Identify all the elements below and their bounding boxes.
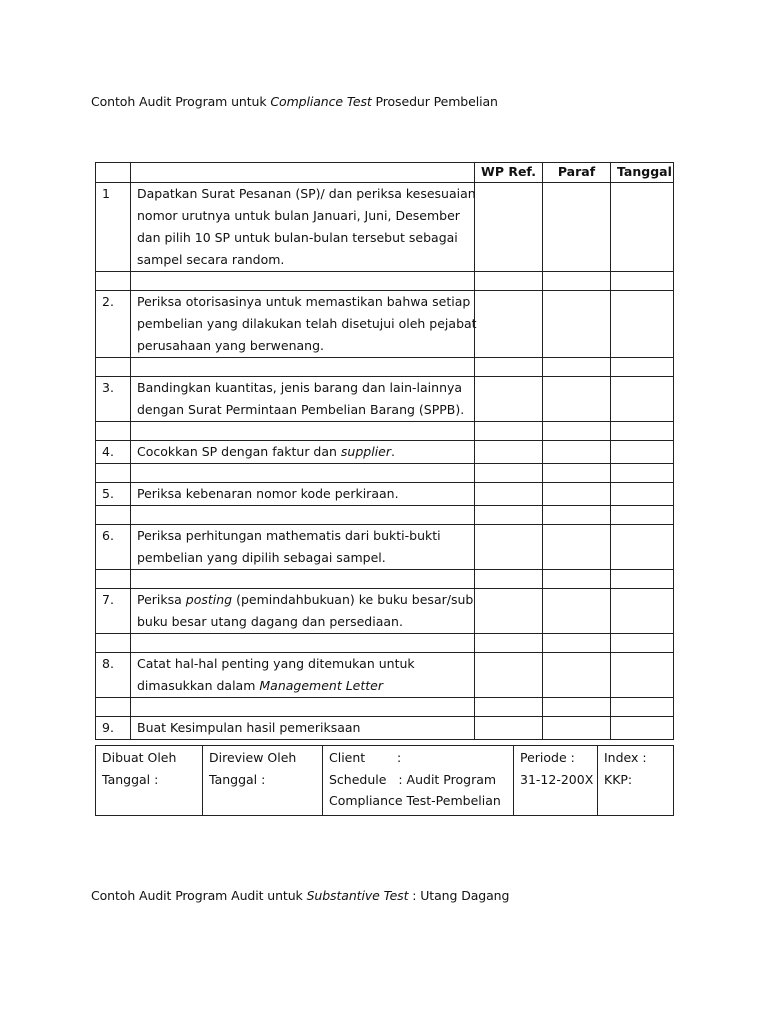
step-line: buku besar utang dagang dan persediaan. [137,614,403,629]
step-text [131,483,475,506]
spacer-row [96,570,674,589]
tanggal-cell[interactable] [611,291,674,358]
step-line: pembelian yang dipilih sebagai sampel. [137,550,386,565]
step-line: Dapatkan Surat Pesanan (SP)/ dan periksa kesesuaian [137,186,476,201]
step-line [137,675,468,697]
table-row [96,717,674,740]
client-cell [323,746,514,816]
title-italic: Compliance Test [270,94,372,109]
step-text [131,441,475,464]
schedule-value-cont: Compliance Test-Pembelian [329,793,501,808]
step-number: 8. [96,653,131,698]
wp-ref-cell[interactable] [475,483,543,506]
dibuat-oleh-cell [96,746,203,816]
step-text-part: . [391,444,395,459]
table-row [96,483,674,506]
step-text-italic: posting [185,592,233,607]
step-line [137,441,468,463]
page-title [91,94,498,109]
step-number: 1 [96,183,131,272]
wp-ref-cell[interactable] [475,441,543,464]
wp-ref-cell[interactable] [475,653,543,698]
table-row [96,653,674,698]
wp-ref-cell[interactable] [475,377,543,422]
step-line: Periksa perhitungan mathematis dari bukti-bukti [137,528,441,543]
step-text [131,589,475,634]
wp-ref-cell[interactable] [475,717,543,740]
step-text-part: dimasukkan dalam [137,678,260,693]
spacer-row [96,272,674,291]
step-text [131,377,475,422]
paraf-cell[interactable] [543,717,611,740]
table-row [96,183,674,272]
spacer-row [96,506,674,525]
step-line: pembelian yang dilakukan telah disetujui oleh pejabat [137,316,477,331]
header-paraf: Paraf [543,163,611,183]
step-line: dengan Surat Permintaan Pembelian Barang (SPPB). [137,402,465,417]
step-number: 2. [96,291,131,358]
tanggal-cell[interactable] [611,525,674,570]
direview-oleh-cell [203,746,323,816]
tanggal-cell[interactable] [611,183,674,272]
kkp-label: KKP: [604,771,633,787]
dibuat-oleh-label: Dibuat Oleh [102,750,177,765]
spacer-row [96,634,674,653]
index-cell [598,746,674,816]
paraf-cell[interactable] [543,653,611,698]
paraf-cell[interactable] [543,183,611,272]
spacer-row [96,422,674,441]
step-text [131,183,475,272]
client-label: Client : [329,750,402,765]
table-row [96,441,674,464]
step-text-part: Periksa [137,592,186,607]
paraf-cell[interactable] [543,377,611,422]
step-line: sampel secara random. [137,252,285,267]
table-row [96,525,674,570]
step-line: perusahaan yang berwenang. [137,338,324,353]
section2-italic: Substantive Test [306,888,409,903]
signoff-row [96,746,674,816]
paraf-cell[interactable] [543,589,611,634]
step-text-part: Cocokkan SP dengan faktur dan [137,444,341,459]
tanggal-cell[interactable] [611,483,674,506]
step-number: 6. [96,525,131,570]
wp-ref-cell[interactable] [475,183,543,272]
tanggal-cell[interactable] [611,589,674,634]
table-row [96,589,674,634]
step-line: Buat Kesimpulan hasil pemeriksaan [137,720,361,735]
spacer-row [96,358,674,377]
index-label: Index : [604,750,647,765]
section2-suffix: : Utang Dagang [408,888,510,903]
header-wp-ref: WP Ref. [475,163,543,183]
step-line: Bandingkan kuantitas, jenis barang dan lain-lainnya [137,380,463,395]
header-step [131,163,475,183]
table-row [96,377,674,422]
header-tanggal: Tanggal [611,163,674,183]
direview-oleh-label: Direview Oleh [209,750,297,765]
step-line [137,589,474,611]
section2-title [91,888,509,903]
step-line: Periksa otorisasinya untuk memastikan bahwa setiap [137,294,471,309]
paraf-cell[interactable] [543,525,611,570]
spacer-row [96,698,674,717]
table-row [96,291,674,358]
header-no [96,163,131,183]
step-text [131,717,475,740]
step-line: Catat hal-hal penting yang ditemukan untuk [137,656,415,671]
step-number: 3. [96,377,131,422]
step-line: dan pilih 10 SP untuk bulan-bulan tersebut sebagai [137,230,458,245]
signoff-table [95,745,674,816]
paraf-cell[interactable] [543,441,611,464]
step-line: Periksa kebenaran nomor kode perkiraan. [137,486,399,501]
periode-cell [514,746,598,816]
audit-program-table [95,162,674,740]
dibuat-tanggal-label: Tanggal : [102,771,159,787]
section2-prefix: Contoh Audit Program Audit untuk [91,888,307,903]
wp-ref-cell[interactable] [475,291,543,358]
tanggal-cell[interactable] [611,653,674,698]
step-number: 4. [96,441,131,464]
step-text [131,525,475,570]
schedule-label: Schedule : Audit Program [329,771,497,787]
step-text [131,653,475,698]
step-text-italic: supplier [340,444,392,459]
periode-value: 31-12-200X [520,771,594,787]
step-number: 5. [96,483,131,506]
table-header-row [96,163,674,183]
tanggal-cell[interactable] [611,377,674,422]
step-line: nomor urutnya untuk bulan Januari, Juni, Desember [137,208,460,223]
step-text [131,291,475,358]
step-text-italic: Management Letter [259,678,383,693]
step-text-part: (pemindahbukuan) ke buku besar/sub [232,592,474,607]
spacer-row [96,464,674,483]
tanggal-cell[interactable] [611,441,674,464]
tanggal-cell[interactable] [611,717,674,740]
title-suffix: Prosedur Pembelian [371,94,498,109]
wp-ref-cell[interactable] [475,525,543,570]
step-number: 7. [96,589,131,634]
step-number: 9. [96,717,131,740]
wp-ref-cell[interactable] [475,589,543,634]
paraf-cell[interactable] [543,483,611,506]
title-prefix: Contoh Audit Program untuk [91,94,271,109]
periode-label: Periode : [520,750,575,765]
paraf-cell[interactable] [543,291,611,358]
direview-tanggal-label: Tanggal : [209,771,266,787]
